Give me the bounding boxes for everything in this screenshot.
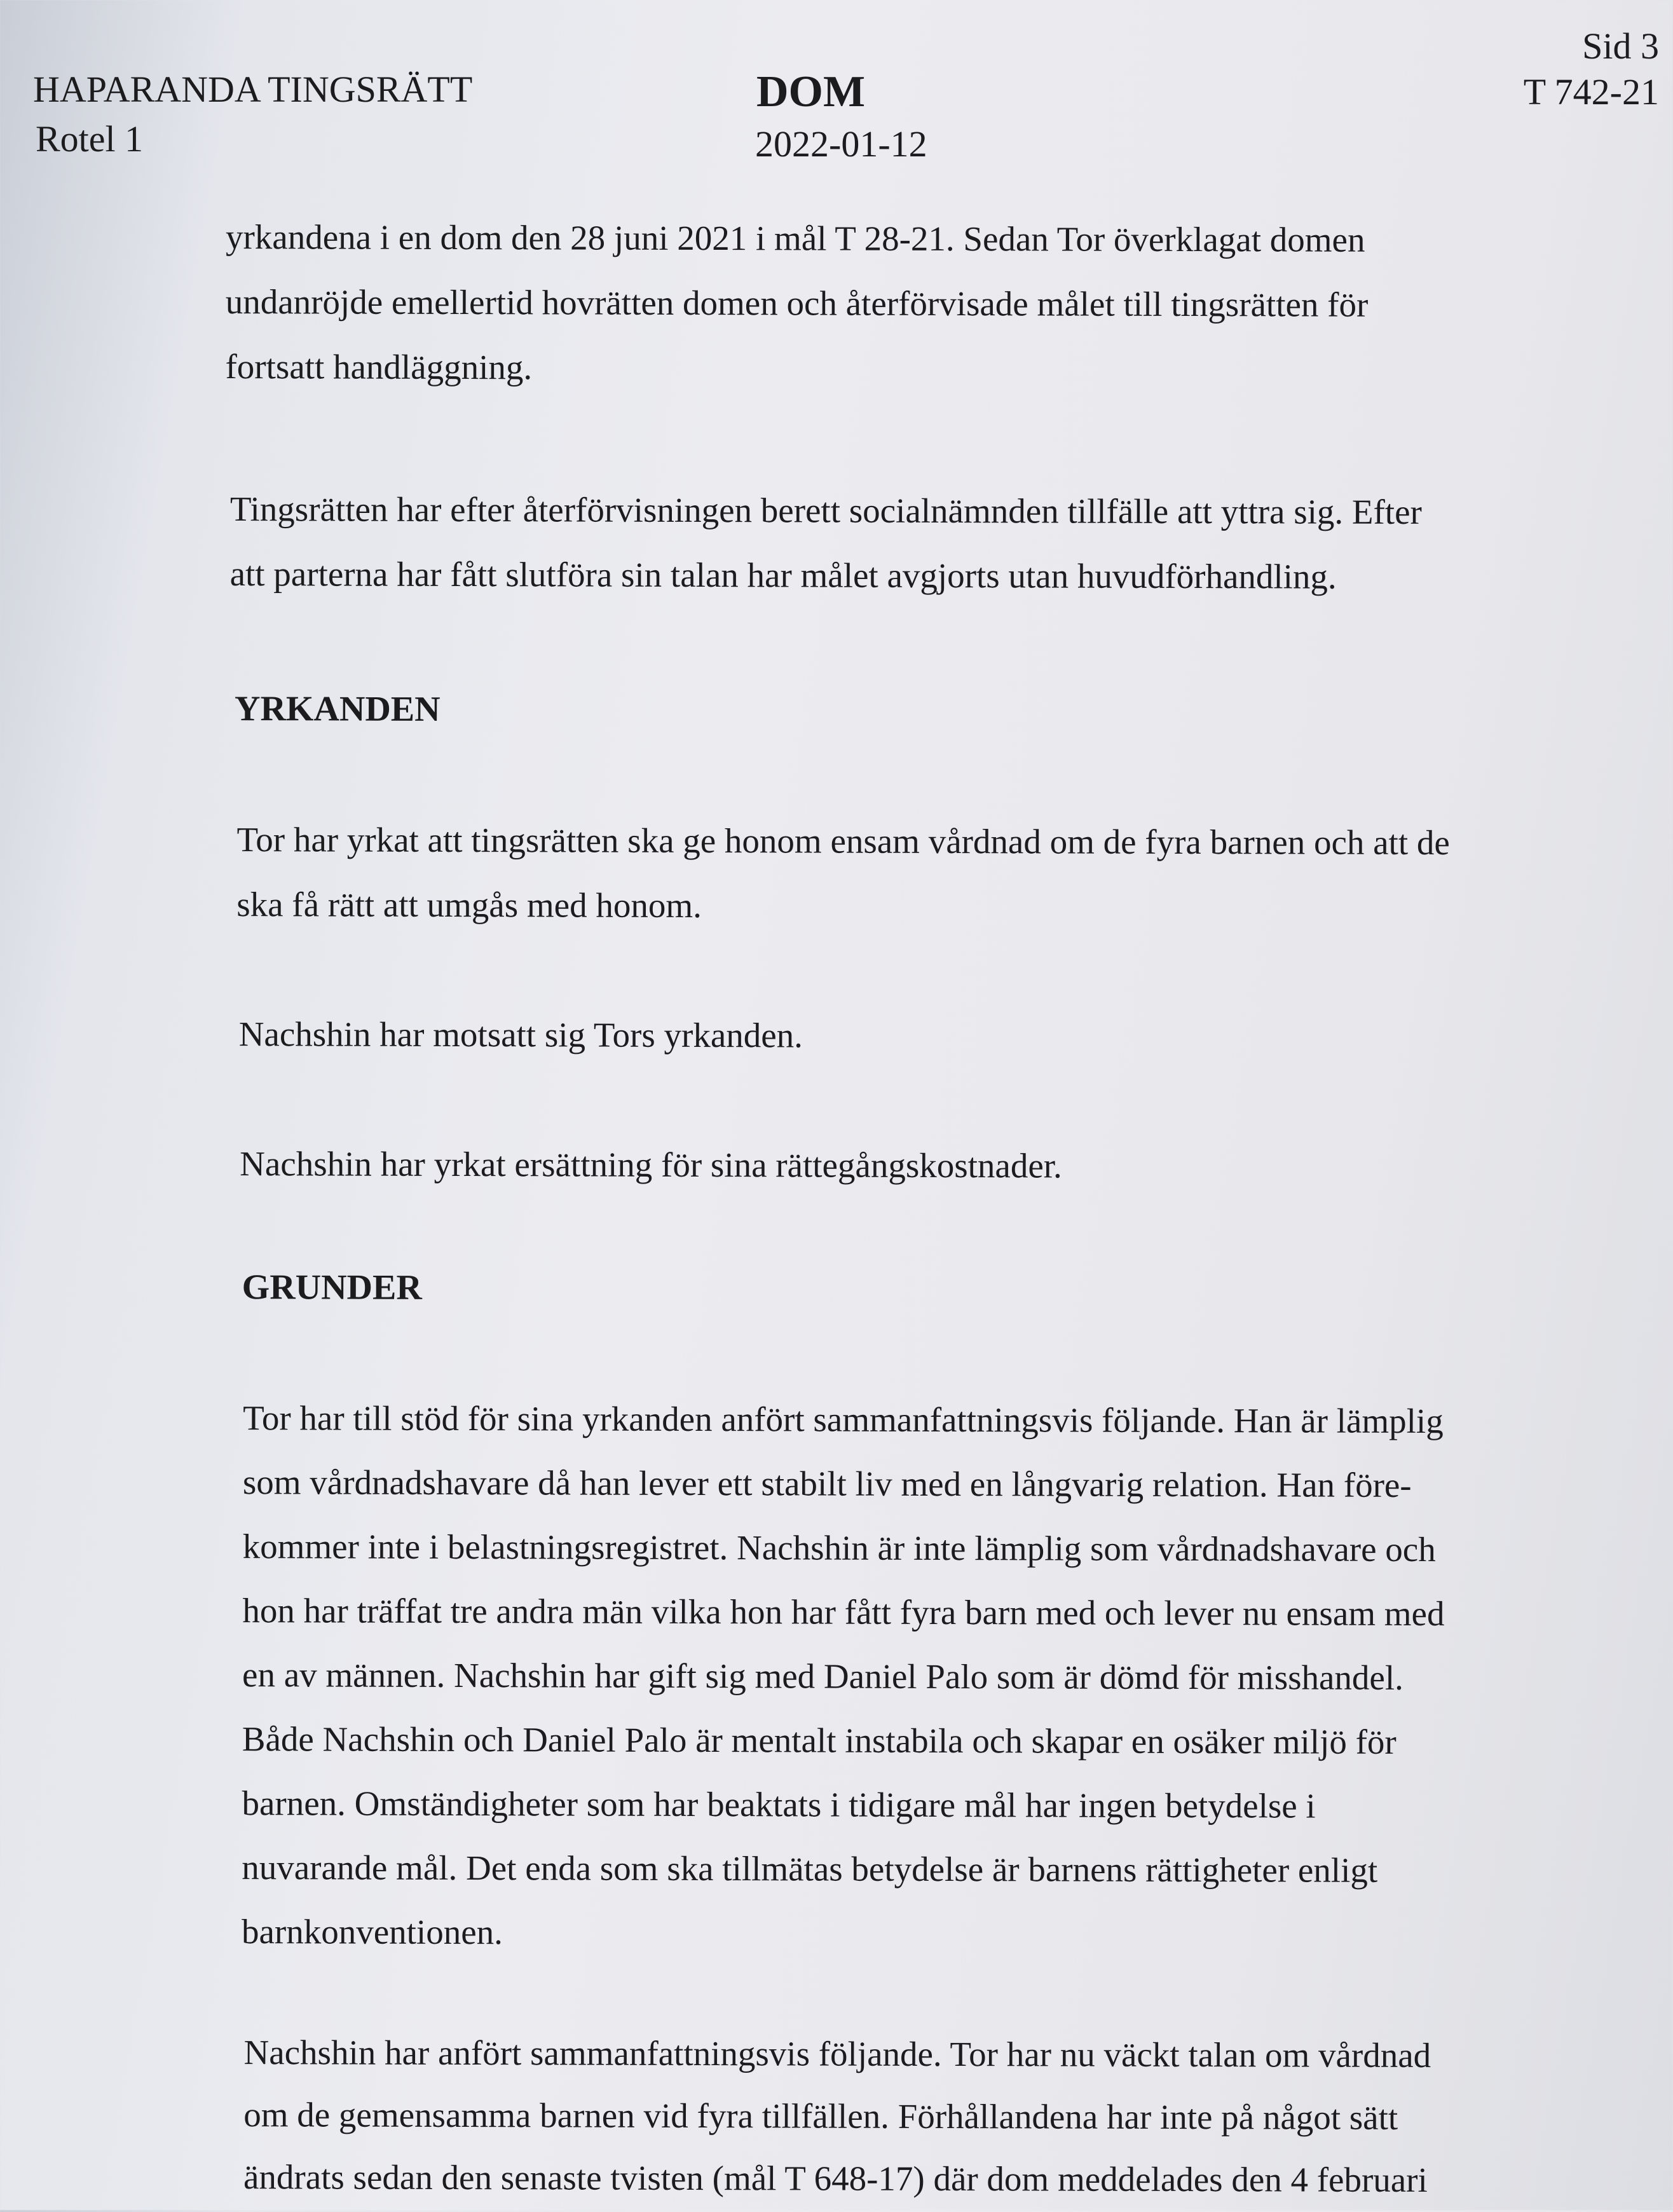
paragraph [243, 2021, 1592, 2212]
text-line: som vårdnadshavare då han lever ett stabilt liv med en långvarig relation. Han före- [242, 1463, 1412, 1505]
paragraph [242, 1386, 1590, 1967]
text-line: Tor har yrkat att tingsrätten ska ge honom ensam vårdnad om de fyra barnen och att de [236, 820, 1450, 863]
text-line: att parterna har fått slutföra sin talan har målet avgjorts utan huvudförhandling. [229, 554, 1337, 596]
text-line: hon har träffat tre andra män vilka hon har fått fyra barn med och lever nu ensam med [242, 1591, 1445, 1634]
case-number: T 742-21 [1523, 71, 1659, 113]
document-type: DOM [756, 67, 866, 116]
text-line: barnen. Omständigheter som har beaktats i tidigare mål har ingen betydelse i [242, 1784, 1316, 1826]
text-line: Tor har till stöd för sina yrkanden anfört sammanfattningsvis följande. Han är lämplig [243, 1398, 1444, 1441]
text-line: barnkonventionen. [241, 1912, 503, 1952]
paragraph [236, 807, 1585, 941]
text-line: Nachshin har motsatt sig Tors yrkanden. [238, 1014, 803, 1055]
text-line: kommer inte i belastningsregistret. Nachshin är inte lämplig som vårdnadshavare och [242, 1527, 1436, 1569]
text-line: yrkandena i en dom den 28 juni 2021 i mål T 28-21. Sedan Tor överklagat domen [225, 217, 1365, 259]
text-line: Både Nachshin och Daniel Palo är mentalt instabila och skapar en osäker miljö för [242, 1719, 1396, 1761]
section-heading-yrkanden: YRKANDEN [234, 689, 440, 729]
text-line: nuvarande mål. Det enda som ska tillmätas betydelse är barnens rättigheter enligt [242, 1848, 1378, 1890]
text-line: Nachshin har anfört sammanfattningsvis följande. Tor har nu väckt talan om vårdnad [243, 2033, 1431, 2075]
text-line: Tingsrätten har efter återförvisningen berett socialnämnden tillfälle att yttra sig. Efter [229, 489, 1422, 531]
document-date: 2022-01-12 [755, 123, 927, 165]
text-line: en av männen. Nachshin har gift sig med Daniel Palo som är dömd för misshandel. [242, 1655, 1404, 1697]
page-number: Sid 3 [1582, 25, 1659, 67]
court-name: HAPARANDA TINGSRÄTT [33, 69, 473, 110]
paragraph [239, 1002, 1587, 1070]
text-line: fortsatt handläggning. [225, 347, 533, 387]
text-line: Nachshin har yrkat ersättning för sina rättegångskostnader. [240, 1144, 1062, 1185]
text-line: om de gemensamma barnen vid fyra tillfällen. Förhållandena har inte på något sätt [243, 2095, 1398, 2137]
paragraph [240, 1131, 1587, 1200]
text-line: undanröjde emellertid hovrätten domen och återförvisade målet till tingsrätten för [225, 282, 1369, 324]
paragraph [230, 477, 1578, 610]
text-line: ska få rätt att umgås med honom. [236, 885, 702, 925]
paragraph [225, 205, 1573, 403]
text-line: ändrats sedan den senaste tvisten (mål T 648-17) där dom meddelades den 4 februari [243, 2157, 1428, 2200]
section-heading-grunder: GRUNDER [242, 1267, 422, 1307]
court-division: Rotel 1 [36, 118, 144, 160]
